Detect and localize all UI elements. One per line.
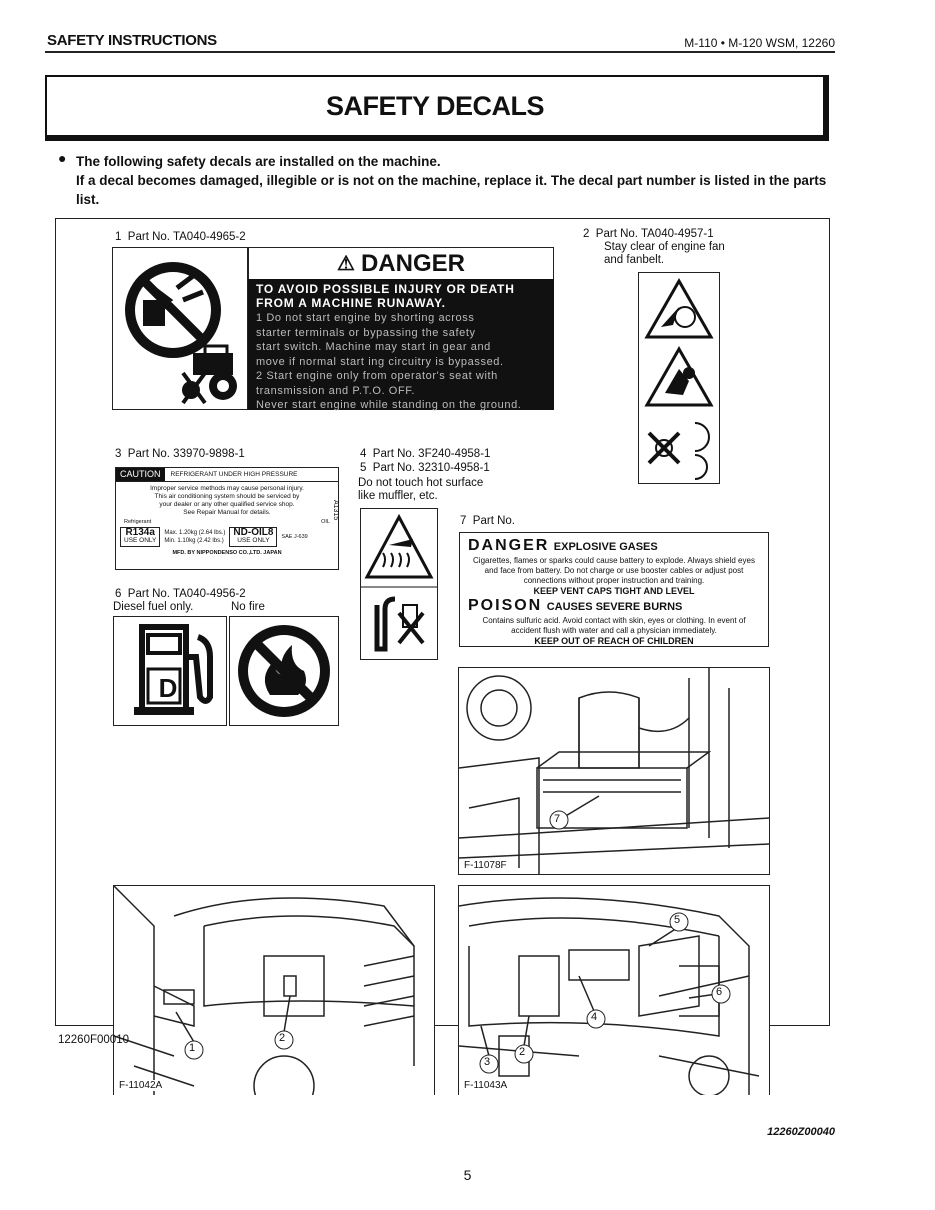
page-code: 12260Z00040 bbox=[767, 1126, 835, 1138]
intro-line-2: If a decal becomes damaged, illegible or is not on the machine, replace it. The decal part number is listed in the parts list. bbox=[76, 173, 827, 207]
diesel-fuel-decal bbox=[113, 616, 227, 726]
decal-1-step-line: starter terminals or bypassing the safety bbox=[256, 326, 476, 339]
decal-1-step-line: transmission and P.T.O. OFF. bbox=[256, 384, 416, 397]
decal-1-heading-1: TO AVOID POSSIBLE INJURY OR DEATH bbox=[256, 282, 515, 296]
header-rule bbox=[45, 51, 835, 53]
callout-4: 4 bbox=[591, 1011, 598, 1023]
battery-danger-word: DANGER bbox=[468, 537, 550, 554]
decal-2-desc-1: Stay clear of engine fan bbox=[604, 241, 725, 253]
caution-text-line: your dealer or any other qualified service shop. bbox=[159, 501, 295, 508]
engine-right-figure bbox=[458, 885, 770, 1095]
battery-poison-sub: CAUSES SEVERE BURNS bbox=[546, 601, 683, 613]
warning-triangle-icon: ⚠ bbox=[337, 253, 355, 275]
danger-heading bbox=[468, 537, 760, 556]
refrigerant-max: Max. 1.20kg (2.64 lbs.) bbox=[164, 530, 226, 536]
fuel-letter: D bbox=[158, 673, 178, 703]
decal-3-side-code: A1315 bbox=[332, 500, 339, 521]
decal-6-label: 6 Part No. TA040-4956-2 bbox=[115, 588, 246, 600]
decal-1-step-line: Never start engine while standing on the ground. bbox=[256, 399, 522, 411]
callout-3: 3 bbox=[484, 1056, 491, 1068]
decal-4-label: 4 Part No. 3F240-4958-1 bbox=[360, 448, 491, 460]
decal-45-pictogram bbox=[360, 508, 438, 660]
no-fire-decal bbox=[229, 616, 339, 726]
decal-1-label: 1 Part No. TA040-4965-2 bbox=[115, 231, 246, 243]
decal-6-desc-1: Diesel fuel only. bbox=[113, 601, 194, 613]
decal-7-battery-label bbox=[459, 532, 769, 647]
caution-subtitle: REFRIGERANT UNDER HIGH PRESSURE bbox=[170, 470, 298, 478]
keep-out-of-reach: KEEP OUT OF REACH OF CHILDREN bbox=[534, 636, 694, 646]
decal-45-desc-2: like muffler, etc. bbox=[358, 490, 438, 502]
callout-5: 5 bbox=[674, 914, 681, 926]
no-short-start-icon bbox=[113, 248, 247, 409]
decal-1-step-line: start switch. Machine may start in gear and bbox=[256, 341, 491, 353]
caution-text-line: Improper service methods may cause personal injury. bbox=[150, 485, 304, 492]
section-title: SAFETY INSTRUCTIONS bbox=[47, 32, 217, 49]
manual-code: M-110 • M-120 WSM, 12260 bbox=[684, 36, 835, 50]
frame-code: 12260F00010 bbox=[58, 1034, 129, 1046]
use-only-2: USE ONLY bbox=[237, 537, 270, 544]
oil-header: OIL bbox=[321, 519, 330, 525]
decal-1-danger-header bbox=[248, 247, 554, 279]
engine-left-illustration bbox=[114, 886, 434, 1095]
figure-code-left: F-11042A bbox=[119, 1080, 163, 1091]
engine-right-illustration bbox=[459, 886, 769, 1095]
decal-7-part: Part No. bbox=[472, 515, 515, 527]
decal-1-heading-2: FROM A MACHINE RUNAWAY. bbox=[256, 296, 446, 310]
figure-code-battery: F-11078F bbox=[464, 860, 507, 871]
fuel-pump-icon bbox=[114, 617, 226, 725]
no-fire-icon bbox=[230, 617, 338, 725]
engine-left-figure bbox=[113, 885, 435, 1095]
decal-2-label: 2 Part No. TA040-4957-1 bbox=[583, 228, 714, 240]
callout-6: 6 bbox=[716, 986, 723, 998]
use-only-1: USE ONLY bbox=[124, 537, 157, 544]
decal-1-step-line: move if normal start ing circuitry is bypassed. bbox=[256, 355, 504, 368]
decal-6-part: Part No. TA040-4956-2 bbox=[127, 588, 246, 600]
oil-type: ND-OIL8 bbox=[233, 527, 274, 538]
refrigerant-type: R134a bbox=[125, 527, 155, 538]
decal-2-pictogram bbox=[638, 272, 720, 484]
bullet-icon: ● bbox=[58, 150, 67, 166]
decal-1-part: Part No. TA040-4965-2 bbox=[127, 231, 246, 243]
decal-6-desc-2: No fire bbox=[231, 601, 265, 613]
refrigerant-min: Min. 1.10kg (2.42 lbs.) bbox=[164, 538, 224, 544]
battery-poison-word: POISON bbox=[468, 597, 543, 614]
caution-text-line: See Repair Manual for details. bbox=[183, 509, 271, 516]
battery-danger-sub: EXPLOSIVE GASES bbox=[553, 541, 658, 553]
decal-5-label: 5 Part No. 32310-4958-1 bbox=[360, 462, 490, 474]
decal-1-steps bbox=[248, 311, 554, 413]
battery-illustration bbox=[459, 668, 769, 874]
decal-2-part: Part No. TA040-4957-1 bbox=[595, 228, 714, 240]
decal-2-desc-2: and fanbelt. bbox=[604, 254, 665, 266]
intro-line-1: The following safety decals are installed on the machine. bbox=[76, 154, 441, 169]
decal-3-part: Part No. 33970-9898-1 bbox=[127, 448, 245, 460]
callout-7: 7 bbox=[554, 813, 561, 825]
decal-3-caution-label bbox=[115, 467, 339, 570]
decal-1-step-line: 1 Do not start engine by shorting across bbox=[256, 312, 475, 324]
manufacturer: MFD. BY NIPPONDENSO CO.,LTD. JAPAN bbox=[172, 550, 282, 556]
refrigerant-header: Refrigerant bbox=[124, 519, 152, 525]
caution-text-line: This air conditioning system should be serviced by bbox=[154, 493, 300, 500]
callout-2-left: 2 bbox=[279, 1032, 286, 1044]
battery-poison-text: Contains sulfuric acid. Avoid contact with skin, eyes or clothing. In event of accident flush with water and call a physician immediately. bbox=[482, 616, 746, 635]
decal-4-part: Part No. 3F240-4958-1 bbox=[372, 448, 491, 460]
decal-1-pictogram bbox=[112, 247, 248, 410]
fan-belt-hazard-icon bbox=[639, 273, 719, 483]
intro-text bbox=[76, 152, 836, 209]
page-title-box bbox=[45, 75, 829, 141]
hot-surface-icon bbox=[361, 509, 437, 659]
battery-danger-text: Cigarettes, flames or sparks could cause battery to explode. Always shield eyes and face from battery. Do not charge or use booster cables or adjust post connections without proper instruction and training. bbox=[473, 556, 755, 585]
sae-code: SAE J-639 bbox=[281, 534, 308, 540]
callout-2-right: 2 bbox=[519, 1046, 526, 1058]
decal-45-desc-1: Do not touch hot surface bbox=[358, 477, 484, 489]
figure-code-right: F-11043A bbox=[464, 1080, 508, 1091]
decal-1-step-line: 2 Start engine only from operator's seat with bbox=[256, 370, 498, 382]
keep-vent-caps: KEEP VENT CAPS TIGHT AND LEVEL bbox=[533, 586, 695, 596]
battery-figure bbox=[458, 667, 770, 875]
decal-3-label: 3 Part No. 33970-9898-1 bbox=[115, 448, 245, 460]
decal-1-signal: DANGER bbox=[360, 249, 465, 277]
decal-5-part: Part No. 32310-4958-1 bbox=[372, 462, 490, 474]
page-title: SAFETY DECALS bbox=[325, 90, 545, 121]
decal-1-danger-panel bbox=[248, 279, 554, 410]
poison-heading bbox=[468, 597, 760, 616]
caution-tag: CAUTION bbox=[116, 468, 165, 481]
decal-7-label: 7 Part No. bbox=[460, 515, 515, 527]
callout-1: 1 bbox=[189, 1042, 196, 1054]
page-number: 5 bbox=[463, 1167, 472, 1183]
